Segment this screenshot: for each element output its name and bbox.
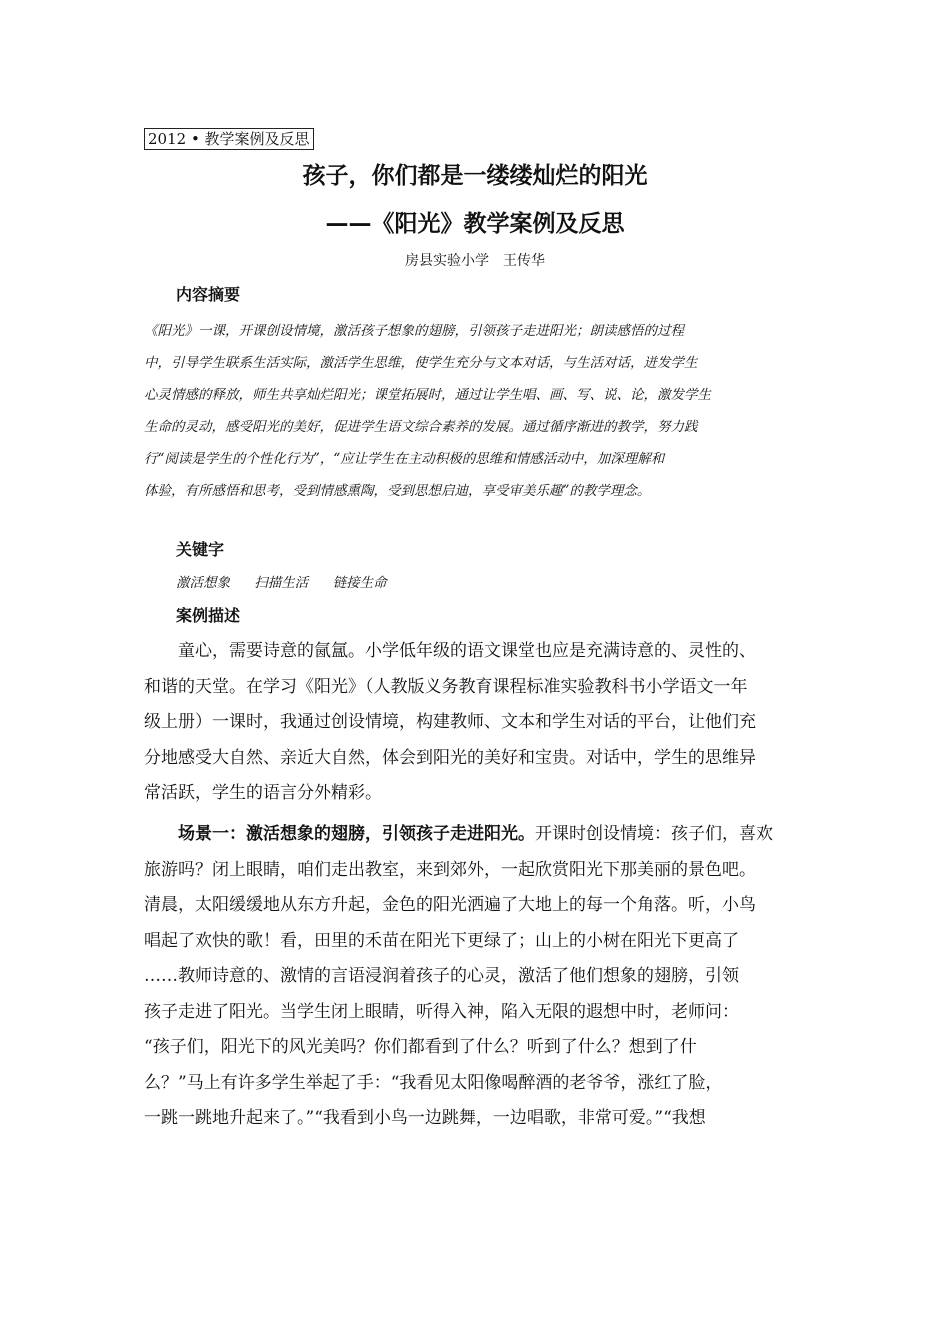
case-paragraph-2 (144, 817, 812, 1137)
abstract-line: 行“阅读是学生的个性化行为”，“应让学生在主动积极的思维和情感活动中，加深理解和 (144, 451, 665, 467)
abstract-line: 心灵情感的释放，师生共享灿烂阳光；课堂拓展时，通过让学生唱、画、写、说、论，激发学生 (144, 387, 711, 403)
abstract-heading: 内容摘要 (176, 285, 241, 304)
body-line: “孩子们，阳光下的风光美吗？你们都看到了什么？听到了什么？想到了什 (144, 1037, 697, 1057)
abstract-text (144, 315, 812, 507)
body-line: 么？”马上有许多学生举起了手：“我看见太阳像喝醉酒的老爷爷，涨红了脸， (144, 1072, 723, 1093)
document-subtitle: ——《阳光》教学案例及反思 (325, 211, 625, 237)
body-line: 孩子走进了阳光。当学生闭上眼睛，听得入神，陷入无限的遐想中时，老师问： (144, 1001, 739, 1022)
body-line: 清晨，太阳缓缓地从东方升起，金色的阳光洒遍了大地上的每一个角落。听，小鸟 (144, 895, 756, 915)
body-line: 旅游吗？闭上眼睛，咱们走出教室，来到郊外，一起欣赏阳光下那美丽的景色吧。 (144, 859, 756, 880)
keyword: 激活想象 (176, 575, 230, 591)
author-line: 房县实验小学 王传华 (405, 253, 545, 269)
header-tag: 2012 • 教学案例及反思 (144, 128, 314, 150)
case-paragraph-1 (144, 634, 812, 812)
abstract-line: 中，引导学生联系生活实际，激活学生思维，使学生充分与文本对话，与生活对话，迸发学生 (144, 355, 698, 371)
abstract-line: 体验，有所感悟和思考，受到情感熏陶，受到思想启迪，享受审美乐趣”的教学理念。 (144, 483, 651, 499)
body-line: 级上册）一课时，我通过创设情境，构建教师、文本和学生对话的平台，让他们充 (144, 712, 756, 732)
body-line: 分地感受大自然、亲近大自然，体会到阳光的美好和宝贵。对话中，学生的思维异 (144, 747, 756, 768)
body-line: 唱起了欢快的歌！看，田里的禾苗在阳光下更绿了；山上的小树在阳光下更高了 (144, 930, 739, 951)
body-line: 常活跃，学生的语言分外精彩。 (144, 783, 382, 803)
body-line: 一跳一跳地升起来了。”“我看到小鸟一边跳舞，一边唱歌，非常可爱。”“我想 (144, 1108, 706, 1128)
keywords-list (176, 570, 407, 596)
case-heading: 案例描述 (176, 606, 241, 625)
body-line: ……教师诗意的、激情的言语浸润着孩子的心灵，激活了他们想象的翅膀，引领 (144, 966, 739, 986)
keyword: 扫描生活 (254, 575, 309, 591)
keywords-heading: 关键字 (176, 540, 225, 559)
body-line: 和谐的天堂。在学习《阳光》（人教版义务教育课程标准实验教科书小学语文一年 (144, 676, 748, 697)
keyword: 链接生命 (332, 575, 387, 591)
scene1-label: 场景一：激活想象的翅膀，引领孩子走进阳光。 (178, 824, 535, 844)
scene1-text: 开课时创设情境：孩子们，喜欢 (535, 824, 773, 844)
body-line: 童心，需要诗意的氤氲。小学低年级的语文课堂也应是充满诗意的、灵性的、 (144, 641, 756, 661)
document-title: 孩子，你们都是一缕缕灿烂的阳光 (302, 163, 648, 189)
abstract-line: 《阳光》一课，开课创设情境，激活孩子想象的翅膀，引领孩子走进阳光；朗读感悟的过程 (144, 323, 684, 339)
body-line-scene1 (144, 817, 812, 853)
abstract-line: 生命的灵动，感受阳光的美好，促进学生语文综合素养的发展。通过循序渐进的教学，努力践 (144, 419, 698, 435)
